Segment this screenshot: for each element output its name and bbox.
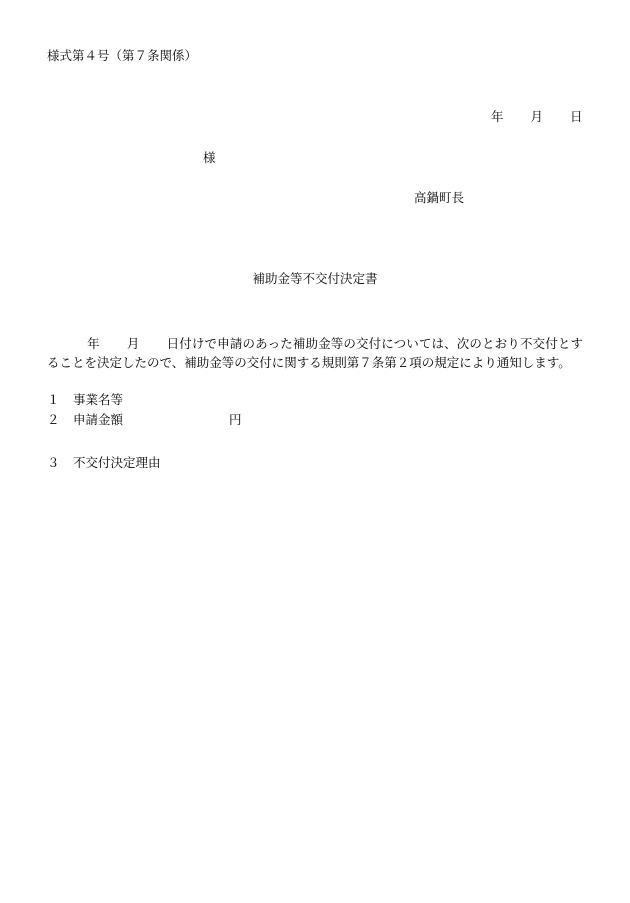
item-unit: 円 bbox=[229, 412, 242, 427]
item-number: ２ bbox=[47, 412, 60, 427]
item-label: 申請金額 bbox=[73, 412, 124, 427]
item-label: 事業名等 bbox=[73, 392, 124, 407]
body-month-label: 月 bbox=[126, 336, 140, 351]
issuer-title: 高鍋町長 bbox=[414, 190, 465, 205]
form-number: 様式第４号（第７条関係） bbox=[47, 48, 198, 63]
body-year-label: 年 bbox=[87, 336, 100, 351]
body-text: 日付けで申請のあった補助金等の交付については、次のとおり不交付とすることを決定したので、補助金等の交付に関する規則第７条第２項の規定により通知します。 bbox=[47, 336, 583, 370]
body-paragraph bbox=[47, 334, 583, 372]
date-month-label: 月 bbox=[530, 109, 544, 124]
list-item bbox=[47, 414, 242, 427]
date-day-label: 日 bbox=[570, 109, 583, 124]
item-label: 不交付決定理由 bbox=[73, 455, 161, 470]
addressee-honorific: 様 bbox=[203, 150, 216, 165]
item-number: ３ bbox=[47, 455, 60, 470]
date-year-label: 年 bbox=[491, 109, 504, 124]
list-item bbox=[47, 394, 123, 407]
list-item bbox=[47, 457, 161, 470]
date-line bbox=[491, 111, 583, 124]
document-title: 補助金等不交付決定書 bbox=[252, 271, 378, 286]
item-number: １ bbox=[47, 392, 60, 407]
